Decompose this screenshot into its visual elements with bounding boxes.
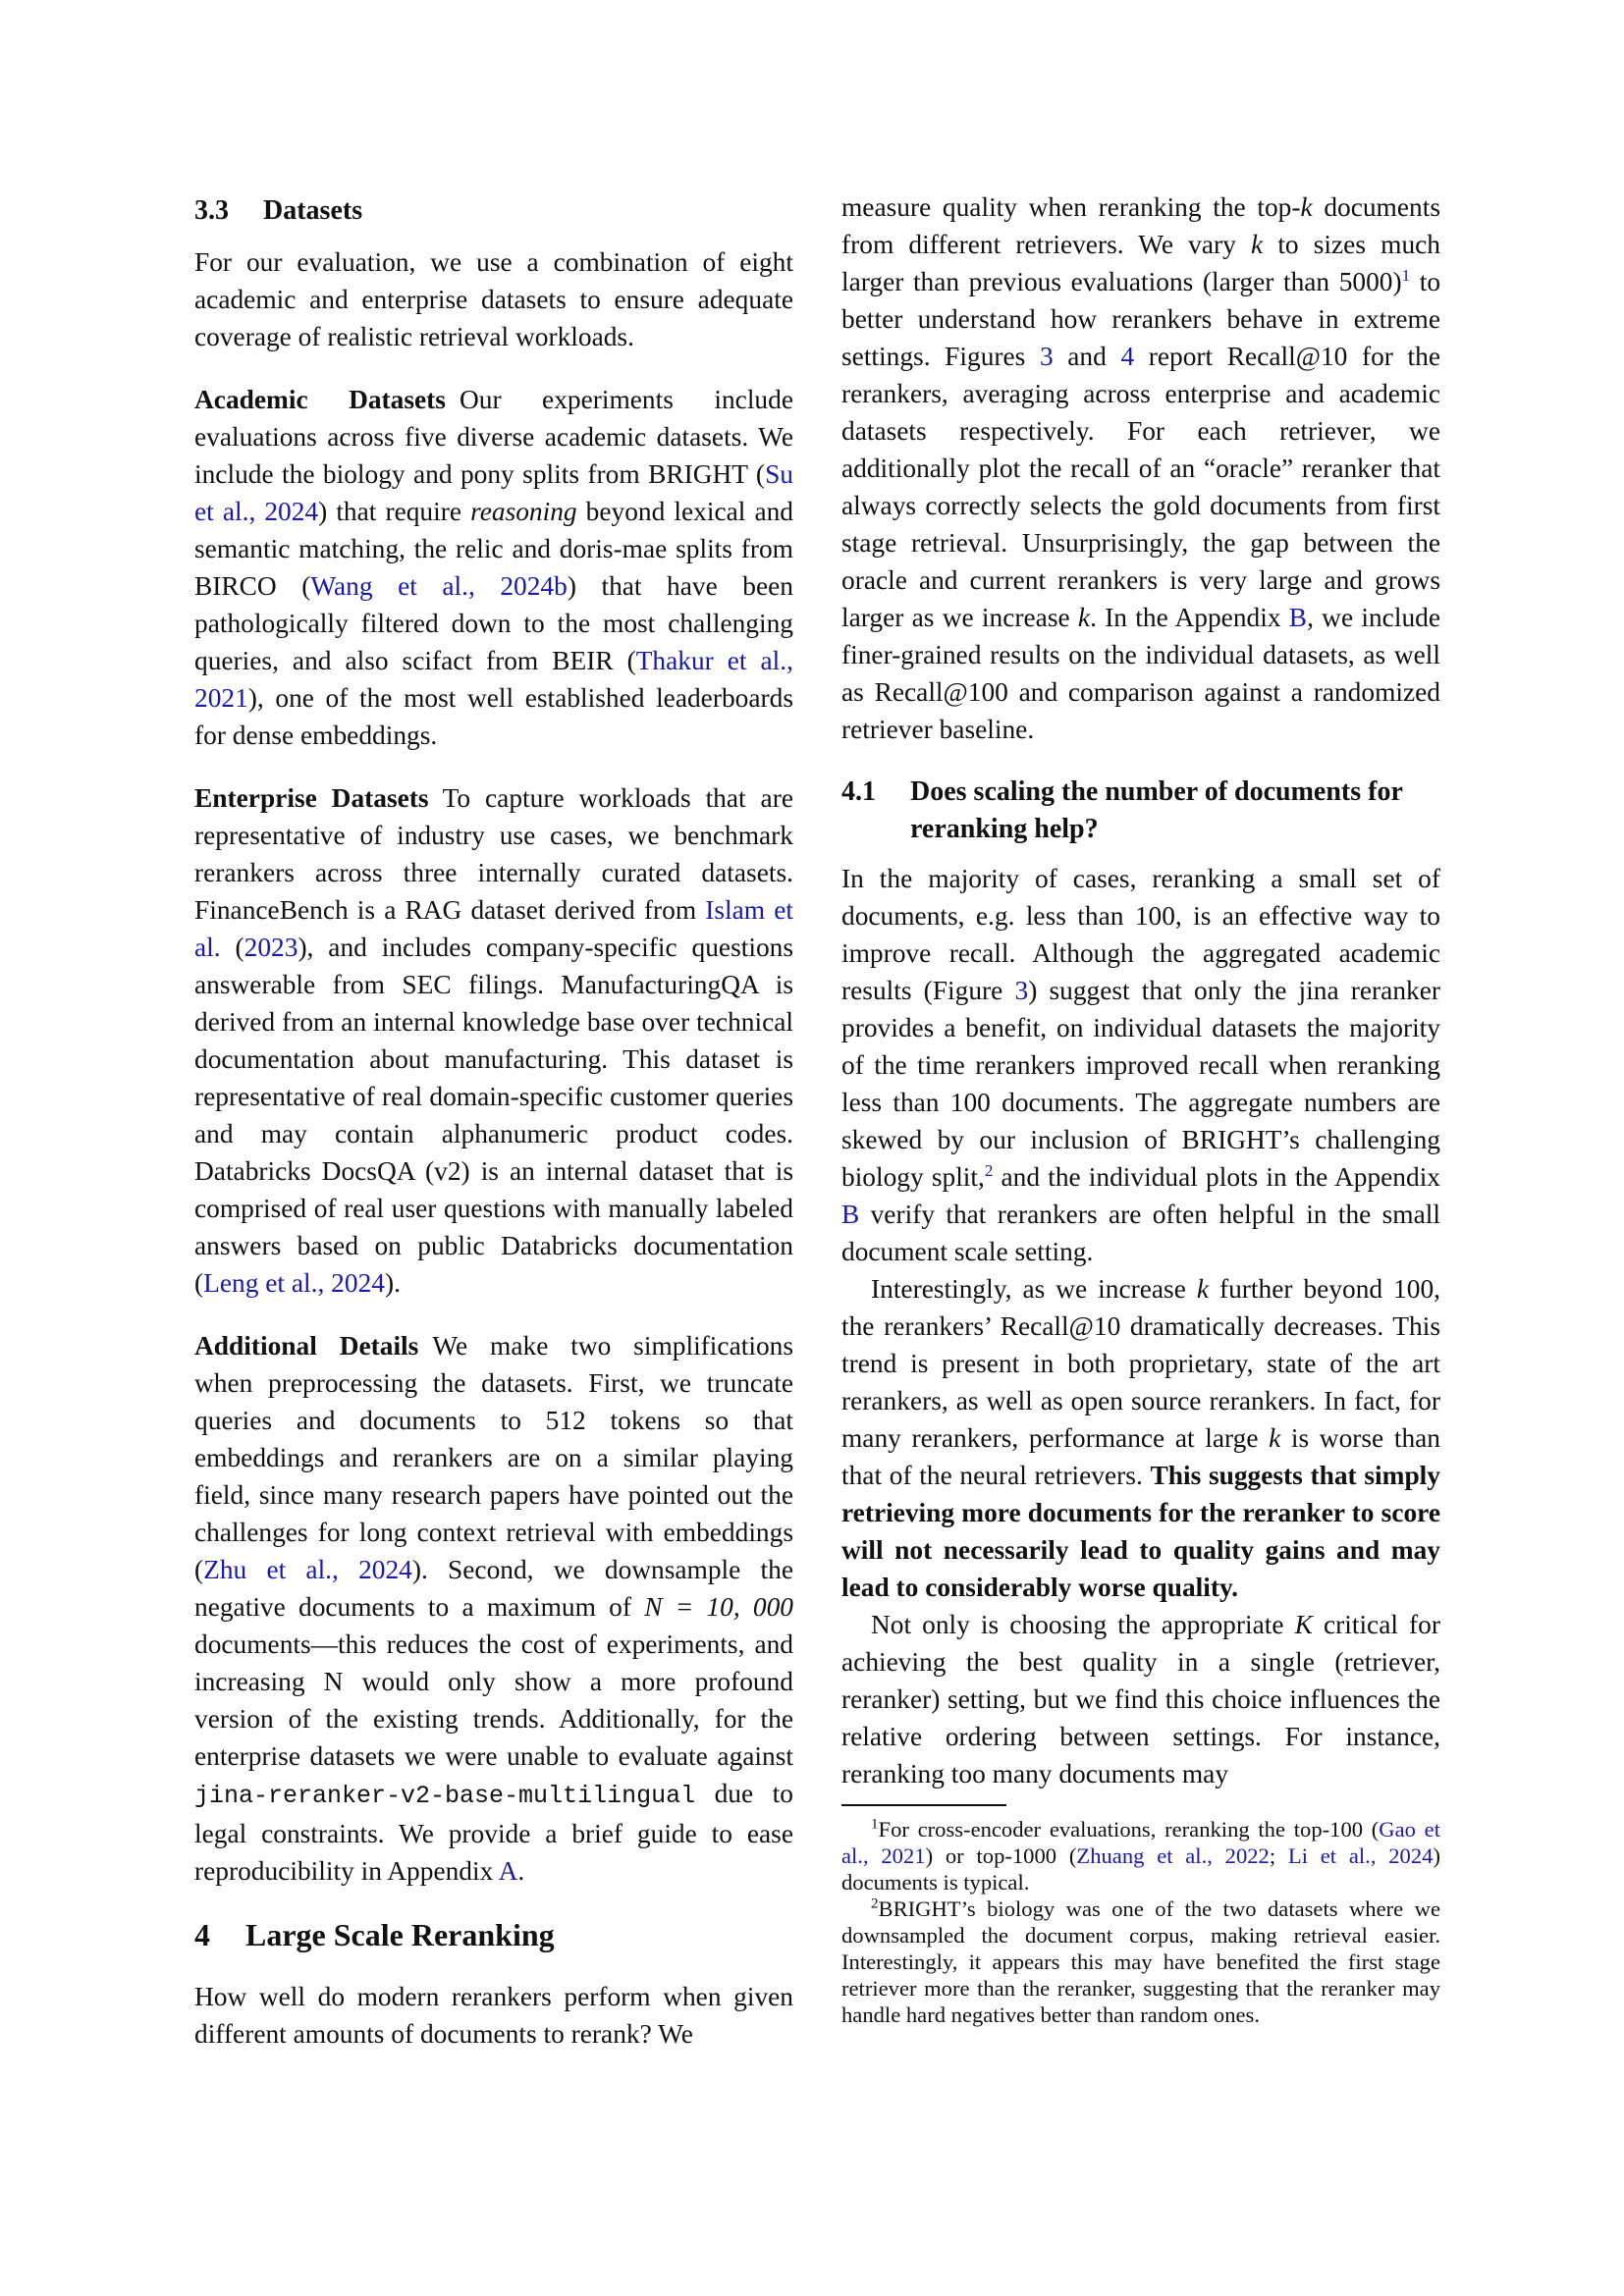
- academic-datasets-paragraph: [194, 381, 793, 754]
- section-number: 4.1: [841, 776, 876, 807]
- citation-link-leng[interactable]: Leng et al., 2024: [203, 1268, 385, 1298]
- footnote-mark: 2: [871, 1896, 879, 1912]
- text-span: , we include finer-grained results on the individual datasets, as well as Recall@100 and comparison against a randomized retriever baseline.: [841, 603, 1440, 744]
- text-span: ).: [384, 1268, 401, 1298]
- math-variable: k: [1196, 1274, 1210, 1304]
- citation-link-su[interactable]: Su et al., 2024: [194, 459, 793, 526]
- appendix-link-b[interactable]: B: [841, 1200, 860, 1229]
- section-heading-3-3: [194, 192, 793, 230]
- section-title: Large Scale Reranking: [245, 1917, 555, 1952]
- footnote-ref-1[interactable]: 1: [1401, 265, 1411, 285]
- text-span: is worse than that of the neural retrievers.: [841, 1423, 1440, 1490]
- citation-link-zhu[interactable]: Zhu et al., 2024: [203, 1555, 412, 1584]
- footnote-2: [841, 1896, 1440, 2028]
- scaling-paragraph-1: [841, 860, 1440, 1270]
- scaling-paragraph-3: [841, 1606, 1440, 1792]
- text-span: ) that have been pathologically filtered down to the most challenging queries, and also scifact from BEIR (: [194, 571, 793, 675]
- footnote-divider: [841, 1804, 1006, 1806]
- footnote-mark: 1: [871, 1816, 879, 1833]
- text-span: critical for achieving the best quality in a single (retriever, reranker) setting, but we find this choice influences the relative ordering between settings. For instance, reranking too many documents may: [841, 1610, 1440, 1789]
- citation-link-thakur[interactable]: Thakur et al., 2021: [194, 646, 793, 713]
- citation-link-islam[interactable]: Islam et al.: [194, 895, 793, 962]
- text-span: ). Second, we downsample the negative documents to a maximum of: [194, 1555, 793, 1622]
- section-number: 3.3: [194, 195, 229, 226]
- figure-link-4[interactable]: 4: [1120, 342, 1135, 371]
- text-span: Not only is choosing the appropriate: [871, 1610, 1295, 1639]
- appendix-link-b[interactable]: B: [1288, 603, 1308, 632]
- text-span: . In the Appendix: [1090, 603, 1289, 632]
- text-span: ;: [1269, 1843, 1288, 1868]
- math-variable: k: [1251, 230, 1264, 259]
- citation-link-zhuang[interactable]: Zhuang et al., 2022: [1076, 1843, 1270, 1868]
- math-variable: K: [1294, 1610, 1313, 1639]
- text-span: to better understand how rerankers behave in extreme settings. Figures: [841, 267, 1441, 371]
- model-name-code: jina-reranker-v2-base-multilingual: [194, 1782, 696, 1810]
- text-span: ), and includes company-specific questions answerable from SEC filings. ManufacturingQA is derived from an internal knowledge base over technical documentation about manufacturing. This dataset is representative of real domain-specific customer queries and may contain alphanumeric product codes. Databricks DocsQA (v2) is an internal dataset that is comprised of real user questions with manually labeled answers based on public Databricks documentation (: [194, 933, 793, 1298]
- text-span: In the majority of cases, reranking a small set of documents, e.g. less than 100, is an effective way to improve recall. Although the aggregated academic results (Figure: [841, 864, 1440, 1005]
- datasets-intro-paragraph: For our evaluation, we use a combination of eight academic and enterprise datasets to ensure adequate coverage of realistic retrieval workloads.: [194, 247, 793, 351]
- text-span: To capture workloads that are representative of industry use cases, we benchmark rerankers across three internally curated datasets. FinanceBench is a RAG dataset derived from: [194, 783, 793, 925]
- citation-link-wang[interactable]: Wang et al., 2024b: [310, 571, 568, 601]
- text-span: ) documents is typical.: [841, 1843, 1440, 1895]
- enterprise-datasets-paragraph: [194, 779, 793, 1302]
- figure-link-3[interactable]: 3: [1014, 976, 1029, 1005]
- text-span: ) that require: [318, 497, 471, 526]
- text-span: beyond lexical and semantic matching, the relic and doris-mae splits from BIRCO (: [194, 497, 793, 601]
- figure-link-3[interactable]: 3: [1039, 342, 1054, 371]
- text-span: and the individual plots in the Appendix: [993, 1162, 1440, 1192]
- runin-heading-additional: Additional Details: [194, 1331, 419, 1361]
- text-span: documents from different retrievers. We vary: [841, 192, 1440, 259]
- large-scale-intro-paragraph: How well do modern rerankers perform when given different amounts of documents to rerank? We: [194, 1982, 793, 2049]
- scaling-paragraph-2: [841, 1270, 1440, 1606]
- text-span: report Recall@10 for the rerankers, averaging across enterprise and academic datasets respectively. For each retriever, we additionally plot the recall of an “oracle” reranker that always correctly selects the gold documents from first stage retrieval. Unsurprisingly, the gap between the oracle and current rerankers is very large and grows larger as we increase: [841, 342, 1440, 632]
- runin-heading-academic: Academic Datasets: [194, 385, 446, 414]
- runin-heading-enterprise: Enterprise Datasets: [194, 783, 429, 813]
- text-span: BRIGHT’s biology was one of the two datasets where we downsampled the document corpus, making retrieval easier. Interestingly, it appears this may have benefited the first stage retriever more than the reranker, suggesting that the reranker may handle hard negatives better than random ones.: [841, 1896, 1440, 2027]
- left-column: [194, 192, 793, 2053]
- section-number: 4: [194, 1917, 210, 1952]
- section-heading-4-1: [841, 774, 1440, 848]
- text-span: and: [1053, 342, 1121, 371]
- key-finding-bold: This suggests that simply retrieving more documents for the reranker to score will not necessarily lead to quality gains and may lead to considerably worse quality.: [841, 1461, 1440, 1602]
- section-title: Does scaling the number of documents for reranking help?: [910, 776, 1403, 844]
- math-variable: k: [1077, 603, 1091, 632]
- text-span: to sizes much larger than previous evaluations (larger than 5000): [841, 230, 1440, 296]
- footnote-ref-2[interactable]: 2: [984, 1160, 994, 1180]
- math-variable: k: [1300, 192, 1313, 222]
- math-expression: N = 10, 000: [644, 1592, 794, 1622]
- text-span: documents—this reduces the cost of experiments, and increasing N would only show a more profound version of the existing trends. Additionally, for the enterprise datasets we were unable to evaluate against: [194, 1629, 793, 1771]
- text-span: verify that rerankers are often helpful in the small document scale setting.: [841, 1200, 1440, 1266]
- text-span: due to legal constraints. We provide a brief guide to ease reproducibility in Appendix: [194, 1779, 793, 1886]
- text-span: further beyond 100, the rerankers’ Recall@10 dramatically decreases. This trend is present in both proprietary, state of the art rerankers, as well as open source rerankers. In fact, for many rerankers, performance at large: [841, 1274, 1440, 1453]
- text-span: Interestingly, as we increase: [871, 1274, 1197, 1304]
- citation-link-li[interactable]: Li et al., 2024: [1287, 1843, 1434, 1868]
- text-span: ) or top-1000 (: [925, 1843, 1077, 1868]
- text-span: Our experiments include evaluations across five diverse academic datasets. We include the biology and pony splits from BRIGHT (: [194, 385, 793, 489]
- text-span: .: [517, 1856, 525, 1886]
- text-span: ) suggest that only the jina reranker provides a benefit, on individual datasets the majority of the time rerankers improved recall when reranking less than 100 documents. The aggregate numbers are skewed by our inclusion of BRIGHT’s challenging biology split,: [841, 976, 1440, 1192]
- citation-link-islam-year[interactable]: 2023: [244, 933, 298, 962]
- text-span: For cross-encoder evaluations, reranking the top-100 (: [878, 1817, 1380, 1842]
- text-span: ), one of the most well established leaderboards for dense embeddings.: [194, 683, 793, 750]
- text-span: measure quality when reranking the top-: [841, 192, 1301, 222]
- right-column: [841, 188, 1440, 2028]
- emphasis-text: reasoning: [470, 497, 577, 526]
- text-span: (: [220, 933, 244, 962]
- additional-details-paragraph: [194, 1327, 793, 1890]
- footnote-1: [841, 1816, 1440, 1896]
- section-title: Datasets: [263, 195, 363, 226]
- math-variable: k: [1269, 1423, 1281, 1453]
- text-span: We make two simplifications when preprocessing the datasets. First, we truncate queries and documents to 512 tokens so that embeddings and rerankers are on a similar playing field, since many research papers have pointed out the challenges for long context retrieval with embeddings (: [194, 1331, 793, 1584]
- citation-link-gao[interactable]: Gao et al., 2021: [841, 1817, 1440, 1868]
- continued-paragraph: [841, 188, 1440, 748]
- appendix-link-a[interactable]: A: [498, 1856, 518, 1886]
- section-heading-4: [194, 1915, 793, 1954]
